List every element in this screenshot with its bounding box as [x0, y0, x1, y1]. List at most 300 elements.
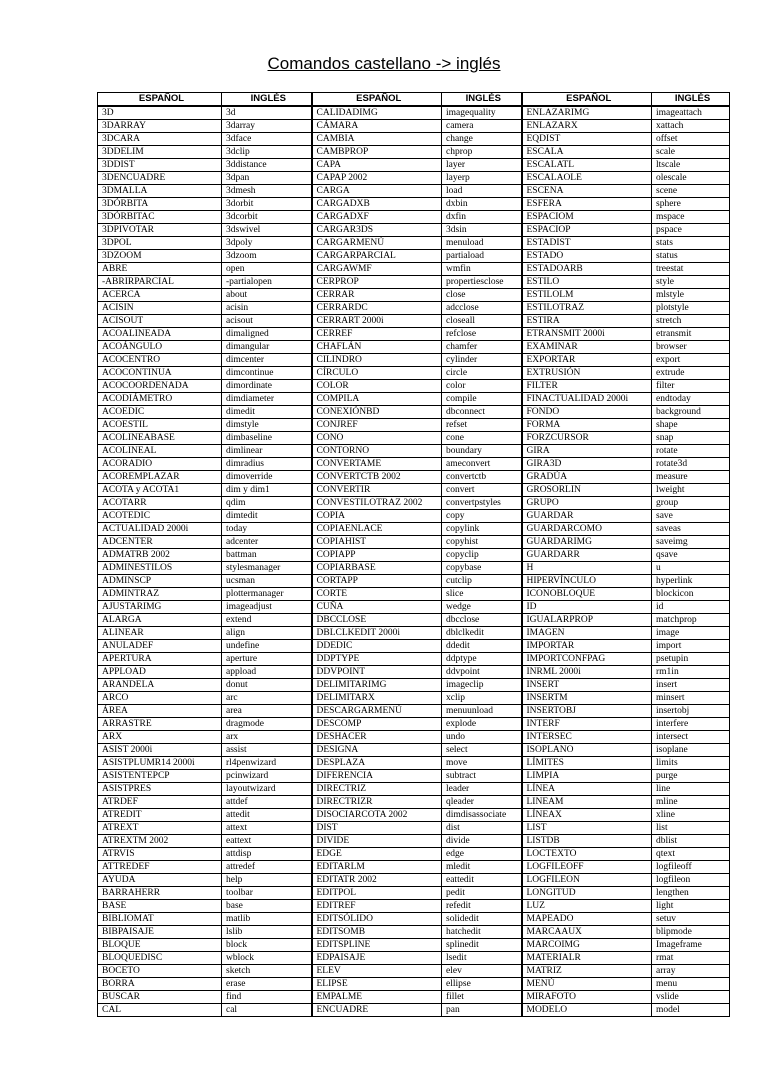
cell-ingles-3: interfere [652, 718, 730, 731]
cell-ingles-2: cutclip [442, 575, 522, 588]
cell-ingles-3: isoplane [652, 744, 730, 757]
cell-espanol-2: EDITARLM [312, 861, 442, 874]
cell-espanol-1: ATRDEF [98, 796, 222, 809]
cell-ingles-3: ltscale [652, 159, 730, 172]
cell-ingles-3: rmat [652, 952, 730, 965]
cell-espanol-2: DIVIDE [312, 835, 442, 848]
cell-espanol-1: ADCENTER [98, 536, 222, 549]
cell-espanol-1: ACOTA y ACOTA1 [98, 484, 222, 497]
table-row [98, 939, 730, 952]
cell-espanol-2: DESCARGARMENÚ [312, 705, 442, 718]
table-row [98, 549, 730, 562]
cell-ingles-3: style [652, 276, 730, 289]
cell-espanol-1: 3DÓRBITA [98, 198, 222, 211]
cell-ingles-3: treestat [652, 263, 730, 276]
cell-espanol-2: EMPALME [312, 991, 442, 1004]
cell-ingles-3: background [652, 406, 730, 419]
cell-espanol-1: ACOTEDIC [98, 510, 222, 523]
cell-espanol-1: 3DARRAY [98, 120, 222, 133]
cell-ingles-3: mlstyle [652, 289, 730, 302]
cell-espanol-2: EDITREF [312, 900, 442, 913]
table-row [98, 445, 730, 458]
cell-ingles-1: donut [222, 679, 312, 692]
cell-espanol-3: MARCAAUX [522, 926, 652, 939]
cell-ingles-2: refedit [442, 900, 522, 913]
cell-ingles-2: boundary [442, 445, 522, 458]
cell-espanol-3: ESTIRA [522, 315, 652, 328]
cell-ingles-1: open [222, 263, 312, 276]
cell-ingles-2: copyhist [442, 536, 522, 549]
cell-espanol-3: IMPORTAR [522, 640, 652, 653]
cell-ingles-2: select [442, 744, 522, 757]
cell-espanol-1: BARRAHERR [98, 887, 222, 900]
table-row [98, 861, 730, 874]
cell-espanol-1: ACERCA [98, 289, 222, 302]
cell-espanol-3: LÍNEAX [522, 809, 652, 822]
cell-espanol-3: INTERF [522, 718, 652, 731]
cell-ingles-3: minsert [652, 692, 730, 705]
cell-espanol-3: MATRIZ [522, 965, 652, 978]
cell-espanol-1: ASISTENTEPCP [98, 770, 222, 783]
table-row [98, 1004, 730, 1017]
cell-espanol-2: ENCUADRE [312, 1004, 442, 1017]
cell-espanol-1: 3D [98, 106, 222, 120]
cell-ingles-3: qsave [652, 549, 730, 562]
cell-ingles-2: slice [442, 588, 522, 601]
cell-ingles-1: dimstyle [222, 419, 312, 432]
table-row [98, 653, 730, 666]
cell-ingles-2: compile [442, 393, 522, 406]
cell-ingles-1: stylesmanager [222, 562, 312, 575]
cell-ingles-1: pcinwizard [222, 770, 312, 783]
header-espanol-1: ESPAÑOL [98, 93, 222, 107]
cell-ingles-3: list [652, 822, 730, 835]
cell-espanol-2: CARGA [312, 185, 442, 198]
cell-espanol-1: 3DDIST [98, 159, 222, 172]
cell-ingles-2: undo [442, 731, 522, 744]
header-ingles-1: INGLÉS [222, 93, 312, 107]
cell-ingles-1: arc [222, 692, 312, 705]
table-row [98, 796, 730, 809]
cell-espanol-1: ACOÁNGULO [98, 341, 222, 354]
cell-espanol-1: ACOCOORDENADA [98, 380, 222, 393]
cell-ingles-1: battman [222, 549, 312, 562]
cell-espanol-2: CONVERTIR [312, 484, 442, 497]
cell-espanol-1: ACOLINEAL [98, 445, 222, 458]
cell-espanol-3: FONDO [522, 406, 652, 419]
table-row [98, 848, 730, 861]
cell-ingles-1: dimtedit [222, 510, 312, 523]
cell-ingles-3: id [652, 601, 730, 614]
cell-ingles-3: scale [652, 146, 730, 159]
cell-ingles-2: camera [442, 120, 522, 133]
cell-ingles-1: dimradius [222, 458, 312, 471]
table-row [98, 926, 730, 939]
table-row [98, 601, 730, 614]
cell-ingles-1: matlib [222, 913, 312, 926]
cell-ingles-1: 3ddistance [222, 159, 312, 172]
cell-espanol-2: CARGARPARCIAL [312, 250, 442, 263]
cell-ingles-2: layer [442, 159, 522, 172]
cell-espanol-2: CONVESTILOTRAZ 2002 [312, 497, 442, 510]
table-row [98, 627, 730, 640]
table-row [98, 822, 730, 835]
cell-espanol-1: ACODIÁMETRO [98, 393, 222, 406]
table-row [98, 224, 730, 237]
cell-ingles-2: closeall [442, 315, 522, 328]
cell-ingles-3: save [652, 510, 730, 523]
cell-espanol-3: ESCALATL [522, 159, 652, 172]
cell-espanol-2: CONEXIÓNBD [312, 406, 442, 419]
cell-ingles-3: menu [652, 978, 730, 991]
cell-espanol-2: CAPA [312, 159, 442, 172]
cell-ingles-2: ddptype [442, 653, 522, 666]
cell-ingles-1: dimbaseline [222, 432, 312, 445]
table-row [98, 120, 730, 133]
cell-espanol-3: MAPEADO [522, 913, 652, 926]
cell-espanol-2: EDITSÓLIDO [312, 913, 442, 926]
cell-ingles-1: 3dface [222, 133, 312, 146]
cell-espanol-1: AYUDA [98, 874, 222, 887]
cell-espanol-2: DESHACER [312, 731, 442, 744]
cell-ingles-1: aperture [222, 653, 312, 666]
cell-espanol-1: ACOEDIC [98, 406, 222, 419]
cell-espanol-2: DISOCIARCOTA 2002 [312, 809, 442, 822]
table-row [98, 133, 730, 146]
cell-espanol-3: ENLAZARX [522, 120, 652, 133]
cell-ingles-3: xline [652, 809, 730, 822]
cell-espanol-1: ASISTPLUMR14 2000i [98, 757, 222, 770]
table-row [98, 692, 730, 705]
cell-ingles-1: wblock [222, 952, 312, 965]
cell-espanol-3: ISOPLANO [522, 744, 652, 757]
cell-ingles-2: cone [442, 432, 522, 445]
table-row [98, 666, 730, 679]
cell-ingles-1: 3dorbit [222, 198, 312, 211]
cell-espanol-2: CERPROP [312, 276, 442, 289]
table-row [98, 380, 730, 393]
cell-espanol-3: LÍMITES [522, 757, 652, 770]
cell-ingles-1: layoutwizard [222, 783, 312, 796]
cell-ingles-3: light [652, 900, 730, 913]
table-row [98, 458, 730, 471]
cell-espanol-3: ID [522, 601, 652, 614]
cell-espanol-1: ARCO [98, 692, 222, 705]
table-row [98, 783, 730, 796]
cell-ingles-3: hyperlink [652, 575, 730, 588]
cell-espanol-3: EXTRUSIÓN [522, 367, 652, 380]
table-row [98, 965, 730, 978]
cell-espanol-2: CILINDRO [312, 354, 442, 367]
cell-ingles-3: dblist [652, 835, 730, 848]
cell-espanol-2: DELIMITARX [312, 692, 442, 705]
table-row [98, 588, 730, 601]
cell-espanol-3: HIPERVÍNCULO [522, 575, 652, 588]
cell-espanol-3: ETRANSMIT 2000i [522, 328, 652, 341]
cell-ingles-2: refclose [442, 328, 522, 341]
cell-ingles-1: help [222, 874, 312, 887]
cell-ingles-1: acisin [222, 302, 312, 315]
cell-espanol-3: ESPACIOM [522, 211, 652, 224]
cell-ingles-2: dimdisassociate [442, 809, 522, 822]
table-row [98, 289, 730, 302]
cell-espanol-2: CORTE [312, 588, 442, 601]
cell-espanol-3: EXPORTAR [522, 354, 652, 367]
cell-ingles-1: dragmode [222, 718, 312, 731]
table-row [98, 302, 730, 315]
cell-espanol-3: LINEAM [522, 796, 652, 809]
table-row [98, 106, 730, 120]
cell-ingles-1: base [222, 900, 312, 913]
cell-ingles-2: layerp [442, 172, 522, 185]
cell-espanol-1: CAL [98, 1004, 222, 1017]
cell-ingles-3: mspace [652, 211, 730, 224]
table-row [98, 575, 730, 588]
cell-espanol-3: FILTER [522, 380, 652, 393]
cell-espanol-3: ESFERA [522, 198, 652, 211]
cell-ingles-1: 3dmesh [222, 185, 312, 198]
cell-espanol-2: CERRAR [312, 289, 442, 302]
cell-ingles-3: stats [652, 237, 730, 250]
cell-espanol-2: COPIAPP [312, 549, 442, 562]
table-row [98, 198, 730, 211]
cell-ingles-1: plottermanager [222, 588, 312, 601]
cell-espanol-2: CONVERTCTB 2002 [312, 471, 442, 484]
cell-ingles-3: pspace [652, 224, 730, 237]
cell-espanol-2: CAPAP 2002 [312, 172, 442, 185]
cell-espanol-3: GROSORLIN [522, 484, 652, 497]
cell-ingles-2: ddedit [442, 640, 522, 653]
cell-ingles-2: divide [442, 835, 522, 848]
cell-ingles-2: refset [442, 419, 522, 432]
cell-espanol-2: EDGE [312, 848, 442, 861]
cell-espanol-1: 3DDELIM [98, 146, 222, 159]
cell-ingles-1: erase [222, 978, 312, 991]
table-row [98, 237, 730, 250]
cell-espanol-2: DIFERENCIA [312, 770, 442, 783]
cell-ingles-1: rl4penwizard [222, 757, 312, 770]
cell-ingles-1: dim y dim1 [222, 484, 312, 497]
cell-espanol-1: 3DÓRBITAC [98, 211, 222, 224]
cell-espanol-1: ATREXTM 2002 [98, 835, 222, 848]
cell-ingles-3: filter [652, 380, 730, 393]
table-row [98, 276, 730, 289]
cell-espanol-3: ESTADO [522, 250, 652, 263]
cell-ingles-3: olescale [652, 172, 730, 185]
cell-ingles-1: sketch [222, 965, 312, 978]
cell-ingles-3: measure [652, 471, 730, 484]
header-row [98, 93, 730, 107]
cell-ingles-2: adcclose [442, 302, 522, 315]
cell-espanol-2: CHAFLÁN [312, 341, 442, 354]
cell-ingles-1: dimordinate [222, 380, 312, 393]
cell-ingles-3: plotstyle [652, 302, 730, 315]
cell-espanol-2: CERRART 2000i [312, 315, 442, 328]
cell-ingles-2: copybase [442, 562, 522, 575]
cell-ingles-2: xclip [442, 692, 522, 705]
cell-ingles-2: copylink [442, 523, 522, 536]
cell-espanol-2: ELIPSE [312, 978, 442, 991]
cell-espanol-3: INSERT [522, 679, 652, 692]
cell-espanol-3: GUARDAR [522, 510, 652, 523]
cell-espanol-3: FORZCURSOR [522, 432, 652, 445]
table-row [98, 497, 730, 510]
table-row [98, 393, 730, 406]
cell-ingles-1: block [222, 939, 312, 952]
cell-ingles-2: eattedit [442, 874, 522, 887]
cell-ingles-3: psetupin [652, 653, 730, 666]
cell-ingles-2: 3dsin [442, 224, 522, 237]
cell-espanol-2: DESIGNA [312, 744, 442, 757]
cell-espanol-3: ICONOBLOQUE [522, 588, 652, 601]
cell-espanol-1: 3DMALLA [98, 185, 222, 198]
cell-ingles-3: browser [652, 341, 730, 354]
cell-ingles-3: stretch [652, 315, 730, 328]
cell-ingles-2: qleader [442, 796, 522, 809]
cell-espanol-3: ESTILOLM [522, 289, 652, 302]
cell-ingles-2: change [442, 133, 522, 146]
cell-ingles-1: area [222, 705, 312, 718]
cell-espanol-1: ATREDIT [98, 809, 222, 822]
header-espanol-3: ESPAÑOL [522, 93, 652, 107]
cell-ingles-2: close [442, 289, 522, 302]
cell-ingles-2: wedge [442, 601, 522, 614]
cell-espanol-1: BOCETO [98, 965, 222, 978]
cell-espanol-1: ASISTPRES [98, 783, 222, 796]
cell-ingles-3: qtext [652, 848, 730, 861]
table-row [98, 835, 730, 848]
cell-espanol-1: ARRASTRE [98, 718, 222, 731]
cell-espanol-2: DDPTYPE [312, 653, 442, 666]
header-ingles-3: INGLÉS [652, 93, 730, 107]
table-row [98, 315, 730, 328]
cell-ingles-3: limits [652, 757, 730, 770]
cell-ingles-3: offset [652, 133, 730, 146]
header-espanol-2: ESPAÑOL [312, 93, 442, 107]
cell-ingles-1: 3dpan [222, 172, 312, 185]
table-row [98, 471, 730, 484]
cell-ingles-3: intersect [652, 731, 730, 744]
cell-espanol-1: ACISIN [98, 302, 222, 315]
cell-espanol-1: BUSCAR [98, 991, 222, 1004]
cell-espanol-2: DESPLAZA [312, 757, 442, 770]
table-row [98, 523, 730, 536]
table-row [98, 887, 730, 900]
cell-espanol-1: 3DPIVOTAR [98, 224, 222, 237]
cell-espanol-2: EDITPOL [312, 887, 442, 900]
cell-espanol-1: ACORADIO [98, 458, 222, 471]
cell-ingles-2: dxfin [442, 211, 522, 224]
cell-espanol-3: H [522, 562, 652, 575]
cell-ingles-1: 3dcorbit [222, 211, 312, 224]
cell-ingles-3: shape [652, 419, 730, 432]
cell-espanol-3: LÍNEA [522, 783, 652, 796]
cell-espanol-2: CERRARDC [312, 302, 442, 315]
cell-espanol-2: CERREF [312, 328, 442, 341]
cell-espanol-3: LIST [522, 822, 652, 835]
cell-ingles-3: sphere [652, 198, 730, 211]
cell-espanol-3: INTERSEC [522, 731, 652, 744]
cell-ingles-1: dimoverride [222, 471, 312, 484]
cell-ingles-3: purge [652, 770, 730, 783]
cell-ingles-3: endtoday [652, 393, 730, 406]
cell-espanol-1: APERTURA [98, 653, 222, 666]
cell-ingles-3: lweight [652, 484, 730, 497]
table-row [98, 952, 730, 965]
table-row [98, 614, 730, 627]
cell-espanol-3: ESCENA [522, 185, 652, 198]
cell-espanol-2: CONTORNO [312, 445, 442, 458]
cell-ingles-3: xattach [652, 120, 730, 133]
cell-espanol-3: INSERTOBJ [522, 705, 652, 718]
cell-espanol-1: ÁREA [98, 705, 222, 718]
cell-ingles-2: dbconnect [442, 406, 522, 419]
cell-ingles-2: wmfin [442, 263, 522, 276]
cell-espanol-3: MIRAFOTO [522, 991, 652, 1004]
cell-espanol-1: BIBLIOMAT [98, 913, 222, 926]
cell-ingles-1: extend [222, 614, 312, 627]
table-row [98, 172, 730, 185]
cell-espanol-1: ALARGA [98, 614, 222, 627]
cell-espanol-3: MARCOIMG [522, 939, 652, 952]
cell-espanol-1: ACOTARR [98, 497, 222, 510]
cell-espanol-3: IGUALARPROP [522, 614, 652, 627]
cell-espanol-3: MATERIALR [522, 952, 652, 965]
cell-ingles-2: circle [442, 367, 522, 380]
table-row [98, 874, 730, 887]
cell-espanol-2: CORTAPP [312, 575, 442, 588]
cell-ingles-1: adcenter [222, 536, 312, 549]
commands-table [97, 92, 730, 1017]
cell-ingles-1: 3d [222, 106, 312, 120]
cell-ingles-2: convert [442, 484, 522, 497]
cell-espanol-3: GIRA [522, 445, 652, 458]
cell-ingles-3: model [652, 1004, 730, 1017]
cell-espanol-1: ACOCENTRO [98, 354, 222, 367]
cell-ingles-2: imageclip [442, 679, 522, 692]
table-row [98, 562, 730, 575]
cell-ingles-2: menuload [442, 237, 522, 250]
cell-ingles-1: attext [222, 822, 312, 835]
cell-ingles-1: toolbar [222, 887, 312, 900]
cell-ingles-3: snap [652, 432, 730, 445]
table-row [98, 354, 730, 367]
table-row [98, 159, 730, 172]
cell-espanol-3: GRADÚA [522, 471, 652, 484]
cell-ingles-3: blipmode [652, 926, 730, 939]
cell-espanol-2: CALIDADIMG [312, 106, 442, 120]
table-row [98, 744, 730, 757]
cell-ingles-1: 3darray [222, 120, 312, 133]
cell-ingles-2: cylinder [442, 354, 522, 367]
cell-espanol-3: INRML 2000i [522, 666, 652, 679]
cell-ingles-3: array [652, 965, 730, 978]
cell-ingles-3: status [652, 250, 730, 263]
cell-espanol-1: 3DCARA [98, 133, 222, 146]
cell-ingles-3: image [652, 627, 730, 640]
cell-espanol-3: ESCALA [522, 146, 652, 159]
cell-espanol-2: DDVPOINT [312, 666, 442, 679]
cell-espanol-1: AJUSTARIMG [98, 601, 222, 614]
cell-espanol-2: DELIMITARIMG [312, 679, 442, 692]
cell-espanol-1: ADMINSCP [98, 575, 222, 588]
cell-ingles-2: elev [442, 965, 522, 978]
cell-espanol-1: ACOESTIL [98, 419, 222, 432]
cell-ingles-1: arx [222, 731, 312, 744]
cell-espanol-3: EXAMINAR [522, 341, 652, 354]
cell-ingles-3: group [652, 497, 730, 510]
cell-ingles-1: attredef [222, 861, 312, 874]
